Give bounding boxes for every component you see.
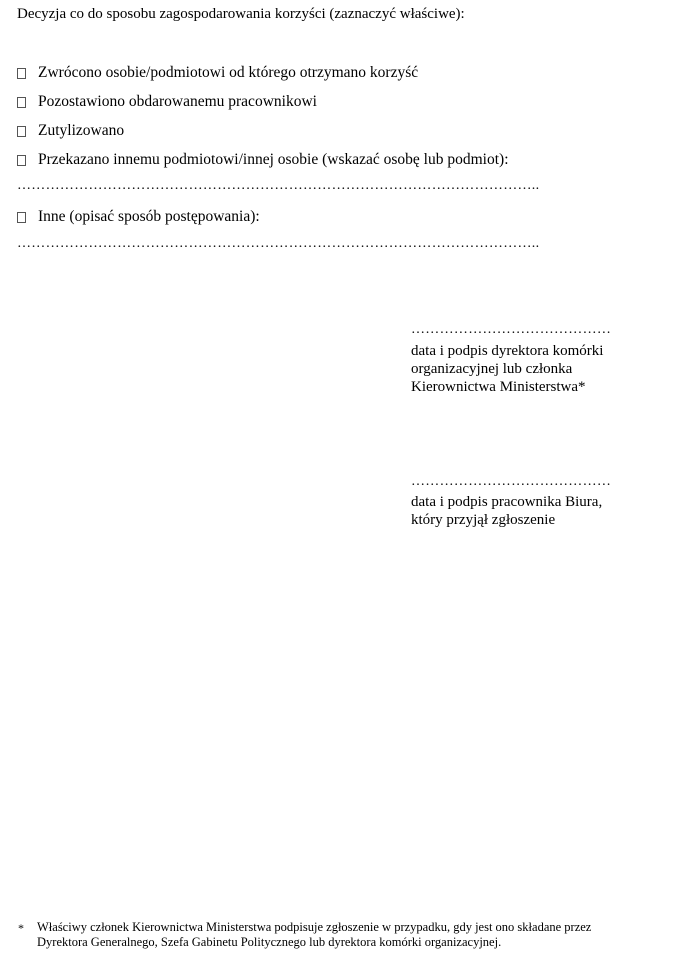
option-label: Inne (opisać sposób postępowania): [38, 208, 260, 225]
option-left-with-employee[interactable] [17, 93, 317, 111]
checkbox-icon[interactable] [17, 212, 26, 223]
checkbox-icon[interactable] [17, 155, 26, 166]
other-fill-line[interactable]: ……………………………………………………………………………………………….. [17, 236, 540, 251]
option-returned[interactable] [17, 64, 418, 82]
checkbox-icon[interactable] [17, 68, 26, 79]
director-signature-caption [411, 342, 603, 396]
caption-line: Kierownictwa Ministerstwa* [411, 379, 586, 395]
transferred-fill-line[interactable]: ……………………………………………………………………………………………….. [17, 178, 540, 193]
caption-line: data i podpis pracownika Biura, [411, 494, 603, 510]
caption-line: który przyjął zgłoszenie [411, 512, 556, 528]
option-label: Zutylizowano [38, 122, 125, 139]
caption-line: data i podpis dyrektora komórki [411, 343, 604, 359]
bureau-signature-caption [411, 493, 602, 529]
footnote-line-2: Dyrektora Generalnego, Szefa Gabinetu Politycznego lub dyrektora komórki organizacyjnej. [37, 935, 502, 949]
section-heading: Decyzja co do sposobu zagospodarowania korzyści (zaznaczyć właściwe): [17, 6, 465, 22]
footnote-mark: * [18, 921, 24, 935]
caption-line: organizacyjnej lub członka [411, 361, 573, 377]
checkbox-icon[interactable] [17, 97, 26, 108]
option-label: Przekazano innemu podmiotowi/innej osobie (wskazać osobę lub podmiot): [38, 151, 509, 168]
option-label: Pozostawiono obdarowanemu pracownikowi [38, 93, 317, 110]
option-label: Zwrócono osobie/podmiotowi od którego otrzymano korzyść [38, 64, 419, 81]
checkbox-icon[interactable] [17, 126, 26, 137]
option-other[interactable] [17, 208, 260, 226]
option-transferred[interactable] [17, 151, 509, 169]
option-disposed[interactable] [17, 122, 124, 140]
director-signature-line[interactable]: …………………………………… [411, 322, 612, 337]
bureau-signature-line[interactable]: …………………………………… [411, 474, 612, 489]
footnote-line-1: Właściwy członek Kierownictwa Ministerstwa podpisuje zgłoszenie w przypadku, gdy jest ono składane przez [37, 920, 592, 934]
